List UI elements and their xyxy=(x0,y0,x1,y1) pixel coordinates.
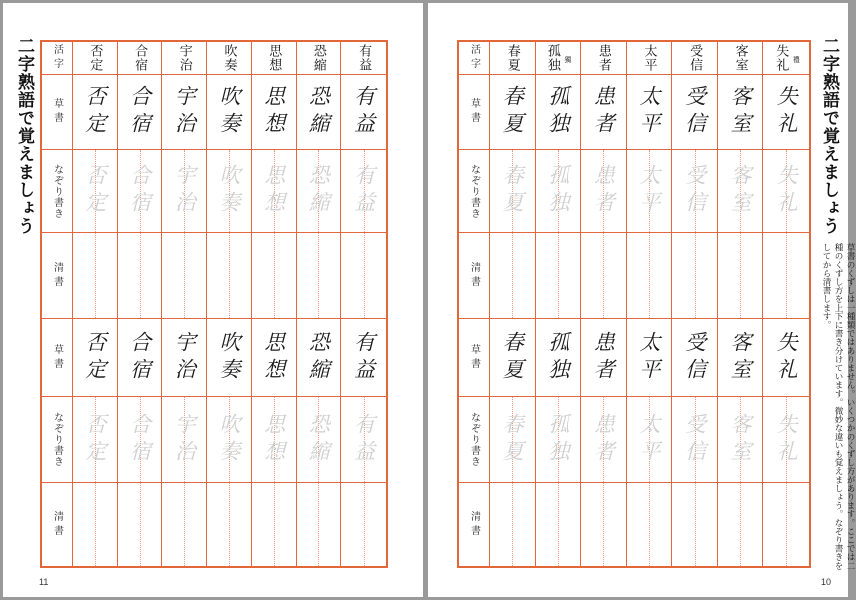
cursive-sample-cell xyxy=(162,319,207,397)
cursive-sample-cell xyxy=(536,75,582,150)
trace-sample: 否定 xyxy=(82,164,107,218)
clean-copy-cell[interactable] xyxy=(252,233,297,319)
cursive-sample-cell xyxy=(297,75,342,150)
row-label-seisho xyxy=(459,233,490,319)
word-header xyxy=(627,42,673,75)
trace-sample: 受信 xyxy=(682,412,707,467)
trace-practice-cell[interactable] xyxy=(627,397,673,483)
trace-practice-cell[interactable] xyxy=(73,397,118,483)
cursive-sample-cell xyxy=(73,75,118,150)
row-label-nazori xyxy=(42,397,73,483)
cursive-sample-cell xyxy=(252,75,297,150)
word-text: 宇治 xyxy=(176,44,192,72)
row-label-text: なぞり書き xyxy=(51,163,63,219)
cursive-sample-cell xyxy=(118,319,163,397)
trace-practice-cell[interactable] xyxy=(627,150,673,233)
trace-sample: 吹奏 xyxy=(216,164,241,218)
cursive-sample: 客室 xyxy=(728,85,753,139)
trace-practice-cell[interactable] xyxy=(207,150,252,233)
word-text: 有益 xyxy=(356,44,372,72)
row-label-nazori xyxy=(459,150,490,233)
cursive-sample: 失礼 xyxy=(774,330,799,385)
clean-copy-cell[interactable] xyxy=(536,233,582,319)
cursive-sample-cell xyxy=(207,75,252,150)
cursive-sample-cell xyxy=(672,75,718,150)
trace-sample: 恐縮 xyxy=(306,412,331,467)
section-title: 二字熟語で覚えましょう xyxy=(819,37,839,235)
row-label-seisho xyxy=(459,483,490,566)
word-header xyxy=(536,42,582,75)
cursive-sample-cell xyxy=(763,319,809,397)
trace-sample: 患者 xyxy=(591,412,616,467)
trace-practice-cell[interactable] xyxy=(118,150,163,233)
row-label-seisho xyxy=(42,233,73,319)
cursive-sample: 合宿 xyxy=(127,85,152,139)
trace-practice-cell[interactable] xyxy=(718,397,764,483)
clean-copy-cell[interactable] xyxy=(718,483,764,566)
clean-copy-cell[interactable] xyxy=(118,483,163,566)
trace-practice-cell[interactable] xyxy=(297,150,342,233)
trace-sample: 宇治 xyxy=(172,412,197,467)
trace-practice-cell[interactable] xyxy=(490,150,536,233)
cursive-sample: 受信 xyxy=(682,330,707,385)
cursive-sample-cell xyxy=(252,319,297,397)
row-label-text: 清書 xyxy=(468,510,480,539)
trace-practice-cell[interactable] xyxy=(207,397,252,483)
word-header xyxy=(581,42,627,75)
cursive-sample: 有益 xyxy=(351,330,376,385)
trace-practice-cell[interactable] xyxy=(536,397,582,483)
word-header xyxy=(297,42,342,75)
row-label-katsuji xyxy=(459,42,490,75)
variant-note: 禮 xyxy=(792,56,801,63)
word-text: 春夏 xyxy=(504,44,520,72)
clean-copy-cell[interactable] xyxy=(73,483,118,566)
cursive-sample: 否定 xyxy=(82,85,107,139)
cursive-sample-cell xyxy=(581,319,627,397)
row-label-text: 草書 xyxy=(468,343,480,372)
cursive-sample-cell xyxy=(718,319,764,397)
cursive-sample-cell xyxy=(341,75,386,150)
trace-practice-cell[interactable] xyxy=(490,397,536,483)
cursive-sample: 思想 xyxy=(261,330,286,385)
trace-sample: 宇治 xyxy=(172,164,197,218)
word-header xyxy=(718,42,764,75)
trace-practice-cell[interactable] xyxy=(341,397,386,483)
row-label-text: 清書 xyxy=(468,261,480,290)
clean-copy-cell[interactable] xyxy=(581,483,627,566)
trace-practice-cell[interactable] xyxy=(581,397,627,483)
word-text: 客室 xyxy=(732,44,748,72)
cursive-sample: 孤独 xyxy=(545,330,570,385)
trace-sample: 孤独 xyxy=(545,412,570,467)
row-label-nazori xyxy=(42,150,73,233)
cursive-sample-cell xyxy=(490,319,536,397)
cursive-sample: 有益 xyxy=(351,85,376,139)
row-label-text: なぞり書き xyxy=(468,412,480,467)
cursive-sample-cell xyxy=(627,75,673,150)
cursive-sample-cell xyxy=(207,319,252,397)
clean-copy-cell[interactable] xyxy=(252,483,297,566)
cursive-sample-cell xyxy=(73,319,118,397)
cursive-sample-cell xyxy=(341,319,386,397)
word-text: 合宿 xyxy=(132,44,148,72)
trace-practice-cell[interactable] xyxy=(718,150,764,233)
word-header xyxy=(252,42,297,75)
row-label-text: 活字 xyxy=(468,44,480,72)
cursive-sample: 恐縮 xyxy=(306,85,331,139)
trace-sample: 有益 xyxy=(351,164,376,218)
clean-copy-cell[interactable] xyxy=(207,233,252,319)
cursive-sample: 恐縮 xyxy=(306,330,331,385)
trace-sample: 失礼 xyxy=(774,412,799,467)
trace-sample: 否定 xyxy=(82,412,107,467)
practice-grid xyxy=(457,40,811,568)
cursive-sample-cell xyxy=(490,75,536,150)
row-label-text: なぞり書き xyxy=(51,412,63,467)
cursive-sample: 吹奏 xyxy=(216,330,241,385)
trace-sample: 合宿 xyxy=(127,412,152,467)
cursive-sample-cell xyxy=(763,75,809,150)
clean-copy-cell[interactable] xyxy=(207,483,252,566)
trace-sample: 合宿 xyxy=(127,164,152,218)
page-number: 11 xyxy=(39,577,49,587)
cursive-sample: 吹奏 xyxy=(216,85,241,139)
page-number: 10 xyxy=(821,577,832,587)
trace-sample: 恐縮 xyxy=(306,164,331,218)
clean-copy-cell[interactable] xyxy=(297,483,342,566)
trace-sample: 思想 xyxy=(261,412,286,467)
row-label-sousho xyxy=(459,319,490,397)
clean-copy-cell[interactable] xyxy=(536,483,582,566)
cursive-sample: 否定 xyxy=(82,330,107,385)
row-label-text: 草書 xyxy=(51,98,63,126)
clean-copy-cell[interactable] xyxy=(490,233,536,319)
clean-copy-cell[interactable] xyxy=(763,483,809,566)
cursive-sample: 孤独 xyxy=(545,85,570,139)
cursive-sample: 患者 xyxy=(591,85,616,139)
variant-note: 獨 xyxy=(563,56,572,63)
row-label-text: 清書 xyxy=(51,261,63,290)
cursive-sample: 春夏 xyxy=(500,330,525,385)
section-title: 二字熟語で覚えましょう xyxy=(14,37,34,235)
trace-sample: 失礼 xyxy=(774,164,799,218)
practice-grid xyxy=(40,40,388,568)
word-header xyxy=(763,42,809,75)
row-label-katsuji xyxy=(42,42,73,75)
trace-sample: 太平 xyxy=(636,164,661,218)
cursive-sample: 客室 xyxy=(728,330,753,385)
row-label-text: 活字 xyxy=(51,44,63,72)
trace-practice-cell[interactable] xyxy=(341,150,386,233)
row-label-sousho xyxy=(42,75,73,150)
word-header xyxy=(73,42,118,75)
clean-copy-cell[interactable] xyxy=(627,233,673,319)
clean-copy-cell[interactable] xyxy=(73,233,118,319)
row-label-sousho xyxy=(459,75,490,150)
clean-copy-cell[interactable] xyxy=(763,233,809,319)
clean-copy-cell[interactable] xyxy=(490,483,536,566)
cursive-sample: 太平 xyxy=(636,85,661,139)
trace-sample: 春夏 xyxy=(500,412,525,467)
clean-copy-cell[interactable] xyxy=(162,233,207,319)
word-text: 否定 xyxy=(87,44,103,72)
trace-practice-cell[interactable] xyxy=(162,397,207,483)
word-header xyxy=(341,42,386,75)
trace-practice-cell[interactable] xyxy=(118,397,163,483)
cursive-sample: 合宿 xyxy=(127,330,152,385)
word-text: 孤独 xyxy=(544,44,560,72)
trace-practice-cell[interactable] xyxy=(763,397,809,483)
cursive-sample: 宇治 xyxy=(172,330,197,385)
clean-copy-cell[interactable] xyxy=(341,233,386,319)
cursive-sample: 太平 xyxy=(636,330,661,385)
trace-practice-cell[interactable] xyxy=(536,150,582,233)
trace-sample: 客室 xyxy=(728,164,753,218)
row-label-seisho xyxy=(42,483,73,566)
trace-sample: 孤独 xyxy=(545,164,570,218)
trace-practice-cell[interactable] xyxy=(73,150,118,233)
cursive-sample-cell xyxy=(536,319,582,397)
clean-copy-cell[interactable] xyxy=(672,233,718,319)
row-label-text: なぞり書き xyxy=(468,163,480,219)
word-header xyxy=(672,42,718,75)
trace-sample: 吹奏 xyxy=(216,412,241,467)
cursive-sample: 患者 xyxy=(591,330,616,385)
word-text: 恐縮 xyxy=(310,44,326,72)
clean-copy-cell[interactable] xyxy=(718,233,764,319)
trace-sample: 太平 xyxy=(636,412,661,467)
trace-sample: 有益 xyxy=(351,412,376,467)
trace-practice-cell[interactable] xyxy=(297,397,342,483)
trace-sample: 思想 xyxy=(261,164,286,218)
trace-practice-cell[interactable] xyxy=(162,150,207,233)
right-page xyxy=(428,3,855,597)
cursive-sample-cell xyxy=(581,75,627,150)
cursive-sample: 思想 xyxy=(261,85,286,139)
cursive-sample-cell xyxy=(672,319,718,397)
word-text: 太平 xyxy=(641,44,657,72)
row-label-text: 草書 xyxy=(51,343,63,372)
clean-copy-cell[interactable] xyxy=(118,233,163,319)
cursive-sample: 宇治 xyxy=(172,85,197,139)
row-label-nazori xyxy=(459,397,490,483)
clean-copy-cell[interactable] xyxy=(627,483,673,566)
instruction-text: 草書のくずしは一種類ではありません。いくつかのくずし方があります。ここでは二種のくずし方を上下に書き分けています。微妙な違いも覚えましょう。なぞり書きをしてから清書します。 xyxy=(821,243,855,570)
word-text: 思想 xyxy=(266,44,282,72)
clean-copy-cell[interactable] xyxy=(297,233,342,319)
cursive-sample-cell xyxy=(118,75,163,150)
word-text: 吹奏 xyxy=(221,44,237,72)
row-label-text: 草書 xyxy=(468,98,480,126)
word-header xyxy=(118,42,163,75)
trace-practice-cell[interactable] xyxy=(581,150,627,233)
clean-copy-cell[interactable] xyxy=(672,483,718,566)
cursive-sample: 春夏 xyxy=(500,85,525,139)
trace-sample: 受信 xyxy=(682,164,707,218)
cursive-sample-cell xyxy=(162,75,207,150)
word-text: 患者 xyxy=(595,44,611,72)
row-label-sousho xyxy=(42,319,73,397)
clean-copy-cell[interactable] xyxy=(341,483,386,566)
trace-practice-cell[interactable] xyxy=(252,150,297,233)
cursive-sample-cell xyxy=(718,75,764,150)
cursive-sample-cell xyxy=(297,319,342,397)
trace-sample: 春夏 xyxy=(500,164,525,218)
clean-copy-cell[interactable] xyxy=(162,483,207,566)
cursive-sample-cell xyxy=(627,319,673,397)
word-header xyxy=(490,42,536,75)
word-text: 失礼 xyxy=(773,44,789,72)
word-header xyxy=(162,42,207,75)
trace-practice-cell[interactable] xyxy=(252,397,297,483)
trace-practice-cell[interactable] xyxy=(672,150,718,233)
row-label-text: 清書 xyxy=(51,510,63,539)
word-header xyxy=(207,42,252,75)
trace-practice-cell[interactable] xyxy=(763,150,809,233)
trace-practice-cell[interactable] xyxy=(672,397,718,483)
trace-sample: 患者 xyxy=(591,164,616,218)
cursive-sample: 失礼 xyxy=(774,85,799,139)
left-page xyxy=(3,3,423,597)
trace-sample: 客室 xyxy=(728,412,753,467)
clean-copy-cell[interactable] xyxy=(581,233,627,319)
cursive-sample: 受信 xyxy=(682,85,707,139)
word-text: 受信 xyxy=(687,44,703,72)
